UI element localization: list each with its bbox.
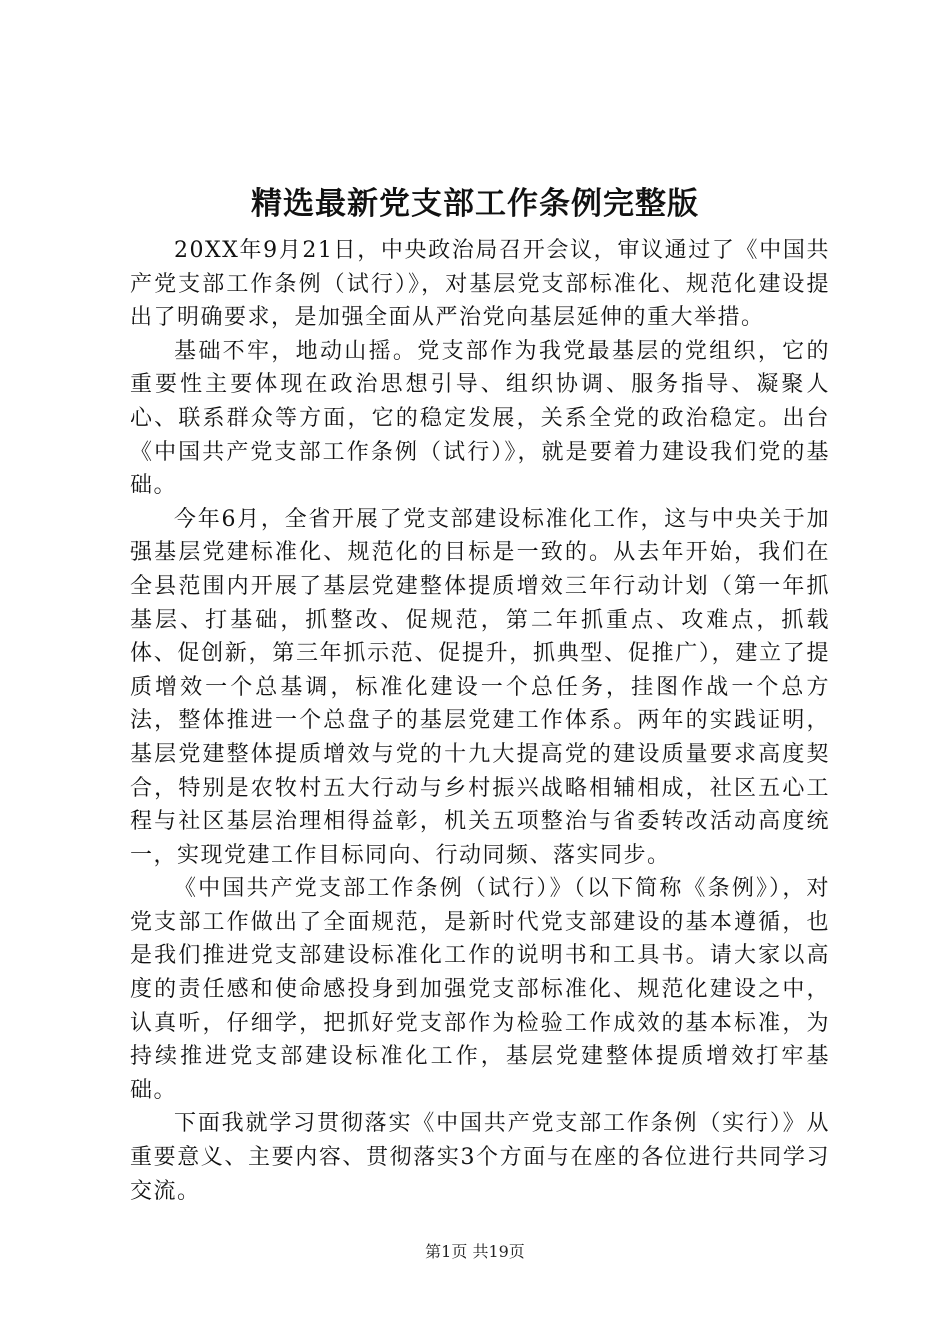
- paragraph-3: 今年6月，全省开展了党支部建设标准化工作，这与中央关于加强基层党建标准化、规范化的目标是一致的。从去年开始，我们在全县范围内开展了基层党建整体提质增效三年行动计划（第一年抓基层、打基础，抓整改、促规范，第二年抓重点、攻难点，抓载体、促创新，第三年抓示范、促提升，抓典型、促推广），建立了提质增效一个总基调，标准化建设一个总任务，挂图作战一个总方法，整体推进一个总盘子的基层党建工作体系。两年的实践证明，基层党建整体提质增效与党的十九大提高党的建设质量要求高度契合，特别是农牧村五大行动与乡村振兴战略相辅相成，社区五心工程与社区基层治理相得益彰，机关五项整治与省委转改活动高度统一，实现党建工作目标同向、行动同频、落实同步。: [130, 506, 830, 868]
- paragraph-4: 《中国共产党支部工作条例（试行）》（以下简称《条例》），对党支部工作做出了全面规范，是新时代党支部建设的基本遵循，也是我们推进党支部建设标准化工作的说明书和工具书。请大家以高度的责任感和使命感投身到加强党支部标准化、规范化建设之中，认真听，仔细学，把抓好党支部作为检验工作成效的基本标准，为持续推进党支部建设标准化工作，基层党建整体提质增效打牢基础。: [130, 876, 830, 1103]
- document-title: 精选最新党支部工作条例完整版: [251, 186, 699, 222]
- paragraph-5: 下面我就学习贯彻落实《中国共产党支部工作条例（实行）》从重要意义、主要内容、贯彻落实3个方面与在座的各位进行共同学习交流。: [130, 1111, 830, 1204]
- paragraph-1: 20XX年9月21日，中央政治局召开会议，审议通过了《中国共产党支部工作条例（试行）》，对基层党支部标准化、规范化建设提出了明确要求，是加强全面从严治党向基层延伸的重大举措。: [130, 238, 830, 331]
- document-body: [130, 234, 830, 1208]
- paragraph-2: 基础不牢，地动山摇。党支部作为我党最基层的党组织，它的重要性主要体现在政治思想引导、组织协调、服务指导、凝聚人心、联系群众等方面，它的稳定发展，关系全党的政治稳定。出台《中国共产党支部工作条例（试行）》，就是要着力建设我们党的基础。: [130, 338, 830, 499]
- page-number-footer: 第1页 共19页: [425, 1242, 525, 1261]
